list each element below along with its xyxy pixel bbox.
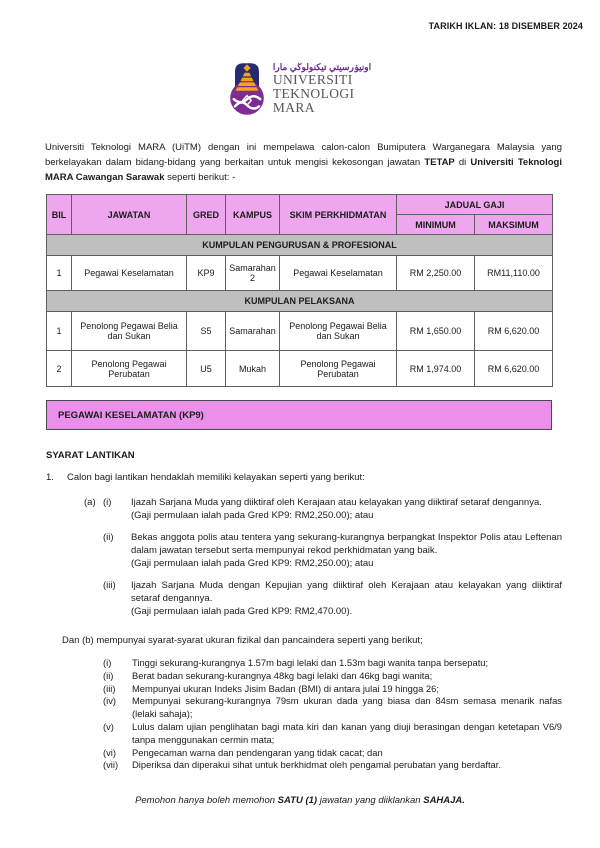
- table-row: [47, 312, 553, 351]
- list-item: [103, 657, 562, 670]
- list-item-text: Mempunyai sekurang-kurangnya 79sm ukuran dada yang biasa dan 84sm semasa menarik nafas (lelaki sahaja);: [132, 695, 562, 720]
- cell-skim: Pegawai Keselamatan: [280, 256, 397, 291]
- table-row: [47, 256, 553, 291]
- cell-kampus: Samarahan 2: [226, 256, 280, 291]
- cell-max: RM 6,620.00: [475, 312, 553, 351]
- cell-max: RM11,110.00: [475, 256, 553, 291]
- list-number: (i): [103, 657, 112, 668]
- list-item: [103, 721, 562, 747]
- cell-max: RM 6,620.00: [475, 351, 553, 387]
- qualification-text: Bekas anggota polis atau tentera yang sekurang-kurangnya berpangkat Inspektor Polis atau Leftenan dalam jawatan tersebut serta mempunyai rekod perkhidmatan yang baik.: [131, 532, 562, 556]
- cell-kampus: Mukah: [226, 351, 280, 387]
- list-item: [103, 759, 562, 772]
- wordmark-line1: UNIVERSITI: [272, 72, 353, 87]
- list-item: [103, 683, 562, 696]
- physical-requirements-intro: Dan (b) mempunyai syarat-syarat ukuran fizikal dan pancaindera seperti yang berikut;: [62, 635, 423, 646]
- qualification-item: [84, 531, 562, 570]
- col-header-skim: SKIM PERKHIDMATAN: [280, 195, 397, 235]
- list-number: (vi): [103, 746, 117, 758]
- col-header-bil: BIL: [47, 195, 72, 235]
- list-item: [103, 670, 562, 683]
- col-header-jawatan: JAWATAN: [72, 195, 187, 235]
- cell-gred: U5: [187, 351, 226, 387]
- list-item-text: Pengecaman warna dan pendengaran yang tidak cacat; dan: [132, 746, 383, 758]
- cell-bil: 2: [47, 351, 72, 387]
- position-banner: PEGAWAI KESELAMATAN (KP9): [46, 400, 552, 430]
- qualification-item: [84, 579, 562, 618]
- table-row: [47, 351, 553, 387]
- list-label-a: (a): [84, 497, 96, 508]
- item-text: Calon bagi lantikan hendaklah memiliki kelayakan seperti yang berikut:: [67, 472, 365, 483]
- col-header-maksimum: MAKSIMUM: [475, 215, 553, 235]
- footer-bold-satu: SATU (1): [277, 795, 318, 807]
- starting-salary-note: (Gaji permulaan ialah pada Gred KP9: RM2,250.00); atau: [131, 510, 374, 521]
- list-number: (iii): [103, 580, 116, 591]
- group-row-pelaksana: KUMPULAN PELAKSANA: [47, 291, 553, 312]
- item-number: 1.: [46, 472, 54, 483]
- cell-gred: S5: [187, 312, 226, 351]
- list-item-text: Lulus dalam ujian penglihatan bagi mata kiri dan kanan yang diuji berasingan dengan ketetapan V6/9 tanpa menggunakan cermin mata;: [132, 720, 562, 745]
- jawi-calligraphy: اونيۏرسيتي تيكنولوڬي مارا: [272, 62, 372, 72]
- uitm-crest-icon: [229, 62, 265, 116]
- list-number: (ii): [103, 669, 114, 681]
- cell-kampus: Samarahan: [226, 312, 280, 351]
- physical-requirements-list: [103, 657, 562, 772]
- requirement-item-1: [46, 472, 562, 483]
- starting-salary-note: (Gaji permulaan ialah pada Gred KP9: RM2,470.00).: [131, 606, 353, 617]
- intro-text: Universiti Teknologi MARA (UiTM) dengan ini mempelawa calon-calon Bumiputera Warganegara Malaysia yang berkelayakan dalam bidang-bidang yang berkaitan untuk mengisi kekosongan jawatan: [45, 142, 562, 168]
- list-number: (v): [103, 720, 114, 732]
- wordmark-line3: MARA: [272, 100, 315, 116]
- single-application-note: Pemohon hanya boleh memohon SATU (1) jawatan yang diiklankan SAHAJA.: [135, 795, 465, 807]
- list-item-text: Berat badan sekurang-kurangnya 48kg bagi lelaki dan 46kg bagi wanita;: [132, 669, 433, 681]
- cell-skim: Penolong Pegawai Perubatan: [280, 351, 397, 387]
- cell-jawatan: Pegawai Keselamatan: [72, 256, 187, 291]
- qualification-text: Ijazah Sarjana Muda dengan Kepujian yang diiktiraf oleh Kerajaan atau kelayakan yang diiktiraf setaraf dengannya.: [131, 580, 562, 604]
- syarat-lantikan-heading: SYARAT LANTIKAN: [46, 450, 135, 461]
- list-item-text: Mempunyai ukuran Indeks Jisim Badan (BMI) di antara julai 19 hingga 26;: [132, 682, 439, 694]
- vacancy-table: [46, 194, 553, 387]
- qualification-text: Ijazah Sarjana Muda yang diiktiraf oleh Kerajaan atau kelayakan yang diiktiraf setaraf dengannya.: [131, 497, 542, 508]
- cell-min: RM 2,250.00: [397, 256, 475, 291]
- qualification-list: [84, 496, 562, 618]
- list-number: (iv): [103, 695, 117, 707]
- list-number: (ii): [103, 532, 114, 543]
- cell-min: RM 1,650.00: [397, 312, 475, 351]
- cell-bil: 1: [47, 312, 72, 351]
- footer-bold-sahaja: SAHAJA.: [423, 795, 465, 807]
- cell-min: RM 1,974.00: [397, 351, 475, 387]
- intro-bold-branch: Universiti Teknologi MARA Cawangan Sarawak: [45, 157, 562, 183]
- cell-skim: Penolong Pegawai Belia dan Sukan: [280, 312, 397, 351]
- col-header-kampus: KAMPUS: [226, 195, 280, 235]
- advert-date: TARIKH IKLAN: 18 DISEMBER 2024: [428, 21, 583, 31]
- intro-bold-tetap: TETAP: [424, 157, 455, 168]
- starting-salary-note: (Gaji permulaan ialah pada Gred KP9: RM2,250.00); atau: [131, 558, 374, 569]
- col-header-minimum: MINIMUM: [397, 215, 475, 235]
- col-header-gred: GRED: [187, 195, 226, 235]
- cell-gred: KP9: [187, 256, 226, 291]
- intro-paragraph: Universiti Teknologi MARA (UiTM) dengan ini mempelawa calon-calon Bumiputera Warganegara Malaysia yang berkelayakan dalam bidang-bidang yang berkaitan untuk mengisi kekosongan jawatan TETAP di Universiti Teknologi MARA Cawangan Sarawak seperti berikut: -: [45, 142, 562, 183]
- list-number: (i): [103, 497, 112, 508]
- cell-jawatan: Penolong Pegawai Belia dan Sukan: [72, 312, 187, 351]
- list-item-text: Diperiksa dan diperakui sihat untuk berkhidmat oleh pengamal perubatan yang berdaftar.: [132, 759, 501, 771]
- list-number: (vii): [103, 759, 119, 771]
- list-item: [103, 747, 562, 760]
- list-item-text: Tinggi sekurang-kurangnya 1.57m bagi lelaki dan 1.53m bagi wanita tanpa bersepatu;: [132, 657, 489, 668]
- wordmark-line2: TEKNOLOGI: [272, 86, 355, 102]
- col-header-jadual-gaji: JADUAL GAJI: [397, 195, 553, 215]
- cell-jawatan: Penolong Pegawai Perubatan: [72, 351, 187, 387]
- uitm-logo: [0, 62, 600, 116]
- list-item: [103, 695, 562, 721]
- group-row-pengurusan: KUMPULAN PENGURUSAN & PROFESIONAL: [47, 235, 553, 256]
- cell-bil: 1: [47, 256, 72, 291]
- uitm-wordmark: [273, 62, 371, 116]
- qualification-item: [84, 496, 562, 522]
- list-number: (iii): [103, 682, 116, 694]
